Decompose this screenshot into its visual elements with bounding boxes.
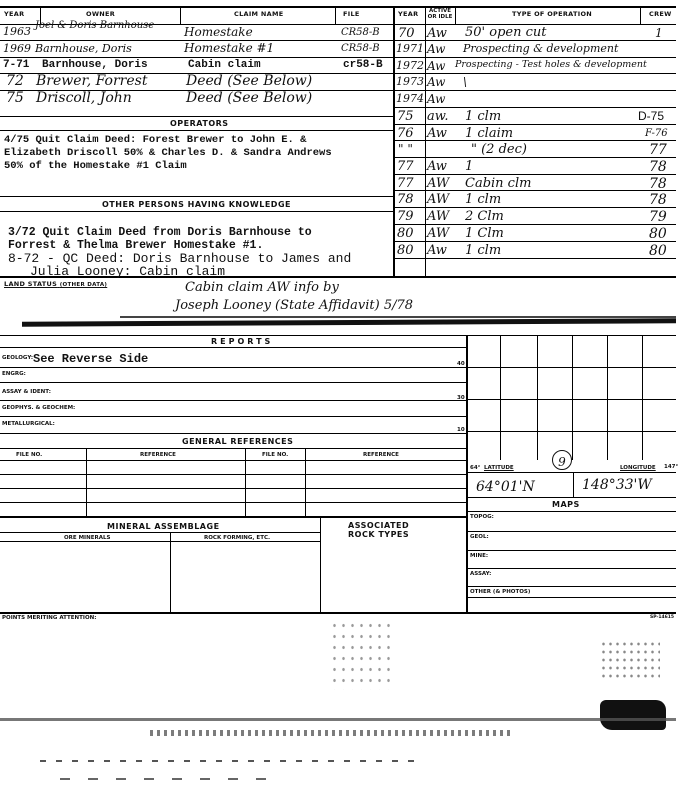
grid-divider [170,532,171,612]
tick-40: 40 [457,361,465,367]
reports-title: REPORTS [211,337,274,346]
row-line [393,174,676,175]
activity-row: 80 AW 1 Clm 80 [397,226,667,242]
row-line [0,400,466,401]
lon-degree: 147° [664,464,678,470]
row-line [0,502,466,503]
longitude-value: 148°33'W [582,477,652,493]
row-line [0,433,466,434]
map-circle [552,450,572,470]
ore-minerals-label: ORE MINERALS [64,535,111,541]
latitude-value: 64°01'N [476,479,535,495]
col-file-no: FILE NO. [16,452,43,458]
operators-line: 4/75 Quit Claim Deed: Forest Brewer to John E. & [4,134,307,146]
activity-row: " " " (2 dec) 77 [398,142,667,158]
row-line [0,474,466,475]
maps-geol: GEOL: [470,534,489,540]
operators-line: Elizabeth Driscoll 50% & Charles D. & Sandra Andrews [4,147,332,159]
header-year-2: YEAR [398,10,419,18]
row-line [393,157,676,158]
rock-types-label: ROCK TYPES [348,530,410,539]
activity-row: 1974 Aw [396,92,446,106]
col-reference-2: REFERENCE [363,452,399,458]
scan-speckles [330,620,390,690]
operators-title: OPERATORS [170,119,229,128]
owner-row: 72 Brewer, Forrest Deed (See Below) [6,73,313,89]
longitude-label: LONGITUDE [620,465,656,471]
maps-label: MAPS [552,500,580,509]
row-line [467,586,676,587]
row-line [0,211,393,212]
row-line [0,488,466,489]
row-line [393,224,676,225]
assay-label: ASSAY & IDENT: [2,389,51,395]
activity-row: 1973 Aw \ [396,75,468,89]
activity-row: 79 AW 2 Clm 79 [397,209,667,225]
grid-divider [245,448,246,516]
others-line: Forrest & Thelma Brewer Homestake #1. [8,239,264,252]
row-line [0,347,466,348]
activity-row: 75 aw. 1 clm D-75 [397,109,665,124]
land-status-title: LAND STATUS [4,280,58,288]
row-line [467,472,676,473]
owner-row: 75 Driscoll, John Deed (See Below) [6,90,313,106]
activity-row: 77 AW Cabin clm 78 [397,176,667,192]
others-title: OTHER PERSONS HAVING KNOWLEDGE [102,200,291,209]
activity-row: 80 Aw 1 clm 80 [397,243,667,259]
col-reference: REFERENCE [140,452,176,458]
scan-streak-3 [40,760,420,762]
scan-speckles-2 [600,640,660,680]
maps-topog: TOPOG: [470,514,494,520]
row-line [0,541,320,542]
row-line [393,207,676,208]
row-line [393,107,676,108]
activity-row: 78 AW 1 clm 78 [397,192,667,208]
grid-divider [573,472,574,497]
row-line [0,532,320,533]
row-line [0,416,466,417]
row-line [0,367,466,368]
mineral-title: MINERAL ASSEMBLAGE [107,522,220,531]
row-line [467,550,676,551]
associated-label: ASSOCIATED [348,521,410,530]
others-line: Julia Looney: Cabin claim [30,264,226,279]
row-line [0,460,466,461]
header-owner: OWNER [86,10,116,18]
scan-band-thin [120,316,676,318]
tick-10: 10 [457,427,465,433]
lat-degree: 64° [470,465,481,471]
land-status-note: Cabin claim AW info by [185,280,339,295]
form-number: SP-14615 [650,615,674,620]
row-line [0,196,393,197]
geology-label: GEOLOGY: [2,355,34,361]
row-line [0,130,393,131]
scan-smudge [600,700,666,730]
activity-row: 77 Aw 1 78 [397,159,667,175]
row-line [0,116,393,117]
others-line: 8-72 - QC Deed: Doris Barnhouse to James and [8,251,352,266]
grid-divider [335,6,336,24]
grid-divider [455,6,456,24]
grid-divider [320,516,321,612]
row-line [0,612,676,614]
grid-divider [86,448,87,516]
grid-divider [180,6,181,24]
row-line [467,568,676,569]
scan-streak-4 [60,778,280,780]
maps-assay: ASSAY: [470,571,492,577]
owner-row: 1969 Barnhouse, Doris Homestake #1 CR58-B [3,41,380,55]
engrg-label: ENGRG: [2,371,26,377]
col-file-no-2: FILE NO. [262,452,289,458]
land-status-label [4,280,107,288]
latitude-label: LATITUDE [484,465,514,471]
row-line [393,90,676,91]
general-refs-title: GENERAL REFERENCES [182,437,294,446]
row-line [393,73,676,74]
row-line [393,258,676,259]
row-line [0,448,466,449]
row-line [467,597,676,598]
owner-row: 1963 Joel & Doris Barnhouse Homestake CR58-B [3,20,380,39]
row-line [393,241,676,242]
row-line [0,516,466,518]
land-status-sub: (OTHER DATA) [59,282,108,288]
row-line [393,124,676,125]
land-status-note: Joseph Looney (State Affidavit) 5/78 [175,298,414,313]
activity-row: 1971 Aw Prospecting & development [396,42,619,56]
header-crew: CREW [649,10,672,18]
scan-band [22,318,676,326]
map-number: 9 [558,455,566,469]
row-line [467,531,676,532]
rock-forming-label: ROCK FORMING, ETC. [204,535,271,541]
scan-streak [0,718,676,721]
row-line [393,57,676,58]
points-meriting-label: POINTS MERITING ATTENTION: [2,615,97,621]
header-active-idle: ACTIVE OR IDLE [427,8,453,20]
operators-line: 50% of the Homestake #1 Claim [4,160,187,172]
location-grid [467,335,676,460]
activity-row: 70 Aw 50' open cut 1 [398,25,663,41]
maps-other: OTHER (& PHOTOS) [470,589,531,595]
header-file: FILE [343,10,360,18]
row-line [467,497,676,498]
geophys-label: GEOPHYS. & GEOCHEM: [2,405,76,411]
activity-row: 76 Aw 1 claim F-76 [397,126,668,141]
grid-divider [305,448,306,516]
scan-streak-2 [150,730,510,736]
header-claim-name: CLAIM NAME [234,10,284,18]
others-line: 3/72 Quit Claim Deed from Doris Barnhouse to [8,226,312,239]
tick-30: 30 [457,395,465,401]
metallurgical-label: METALLURGICAL: [2,421,55,427]
activity-row: 1972 Aw Prospecting - Test holes & development [396,59,647,73]
header-year: YEAR [4,10,25,18]
owner-row: 7-71 Barnhouse, Doris Cabin claim cr58-B [3,59,383,71]
form-top-border [0,6,676,8]
maps-mine: MINE: [470,553,489,559]
header-type-of-operation: TYPE OF OPERATION [512,10,593,18]
geology-value: See Reverse Side [33,352,149,366]
row-line [467,511,676,512]
row-line [0,382,466,383]
grid-divider [640,6,641,24]
